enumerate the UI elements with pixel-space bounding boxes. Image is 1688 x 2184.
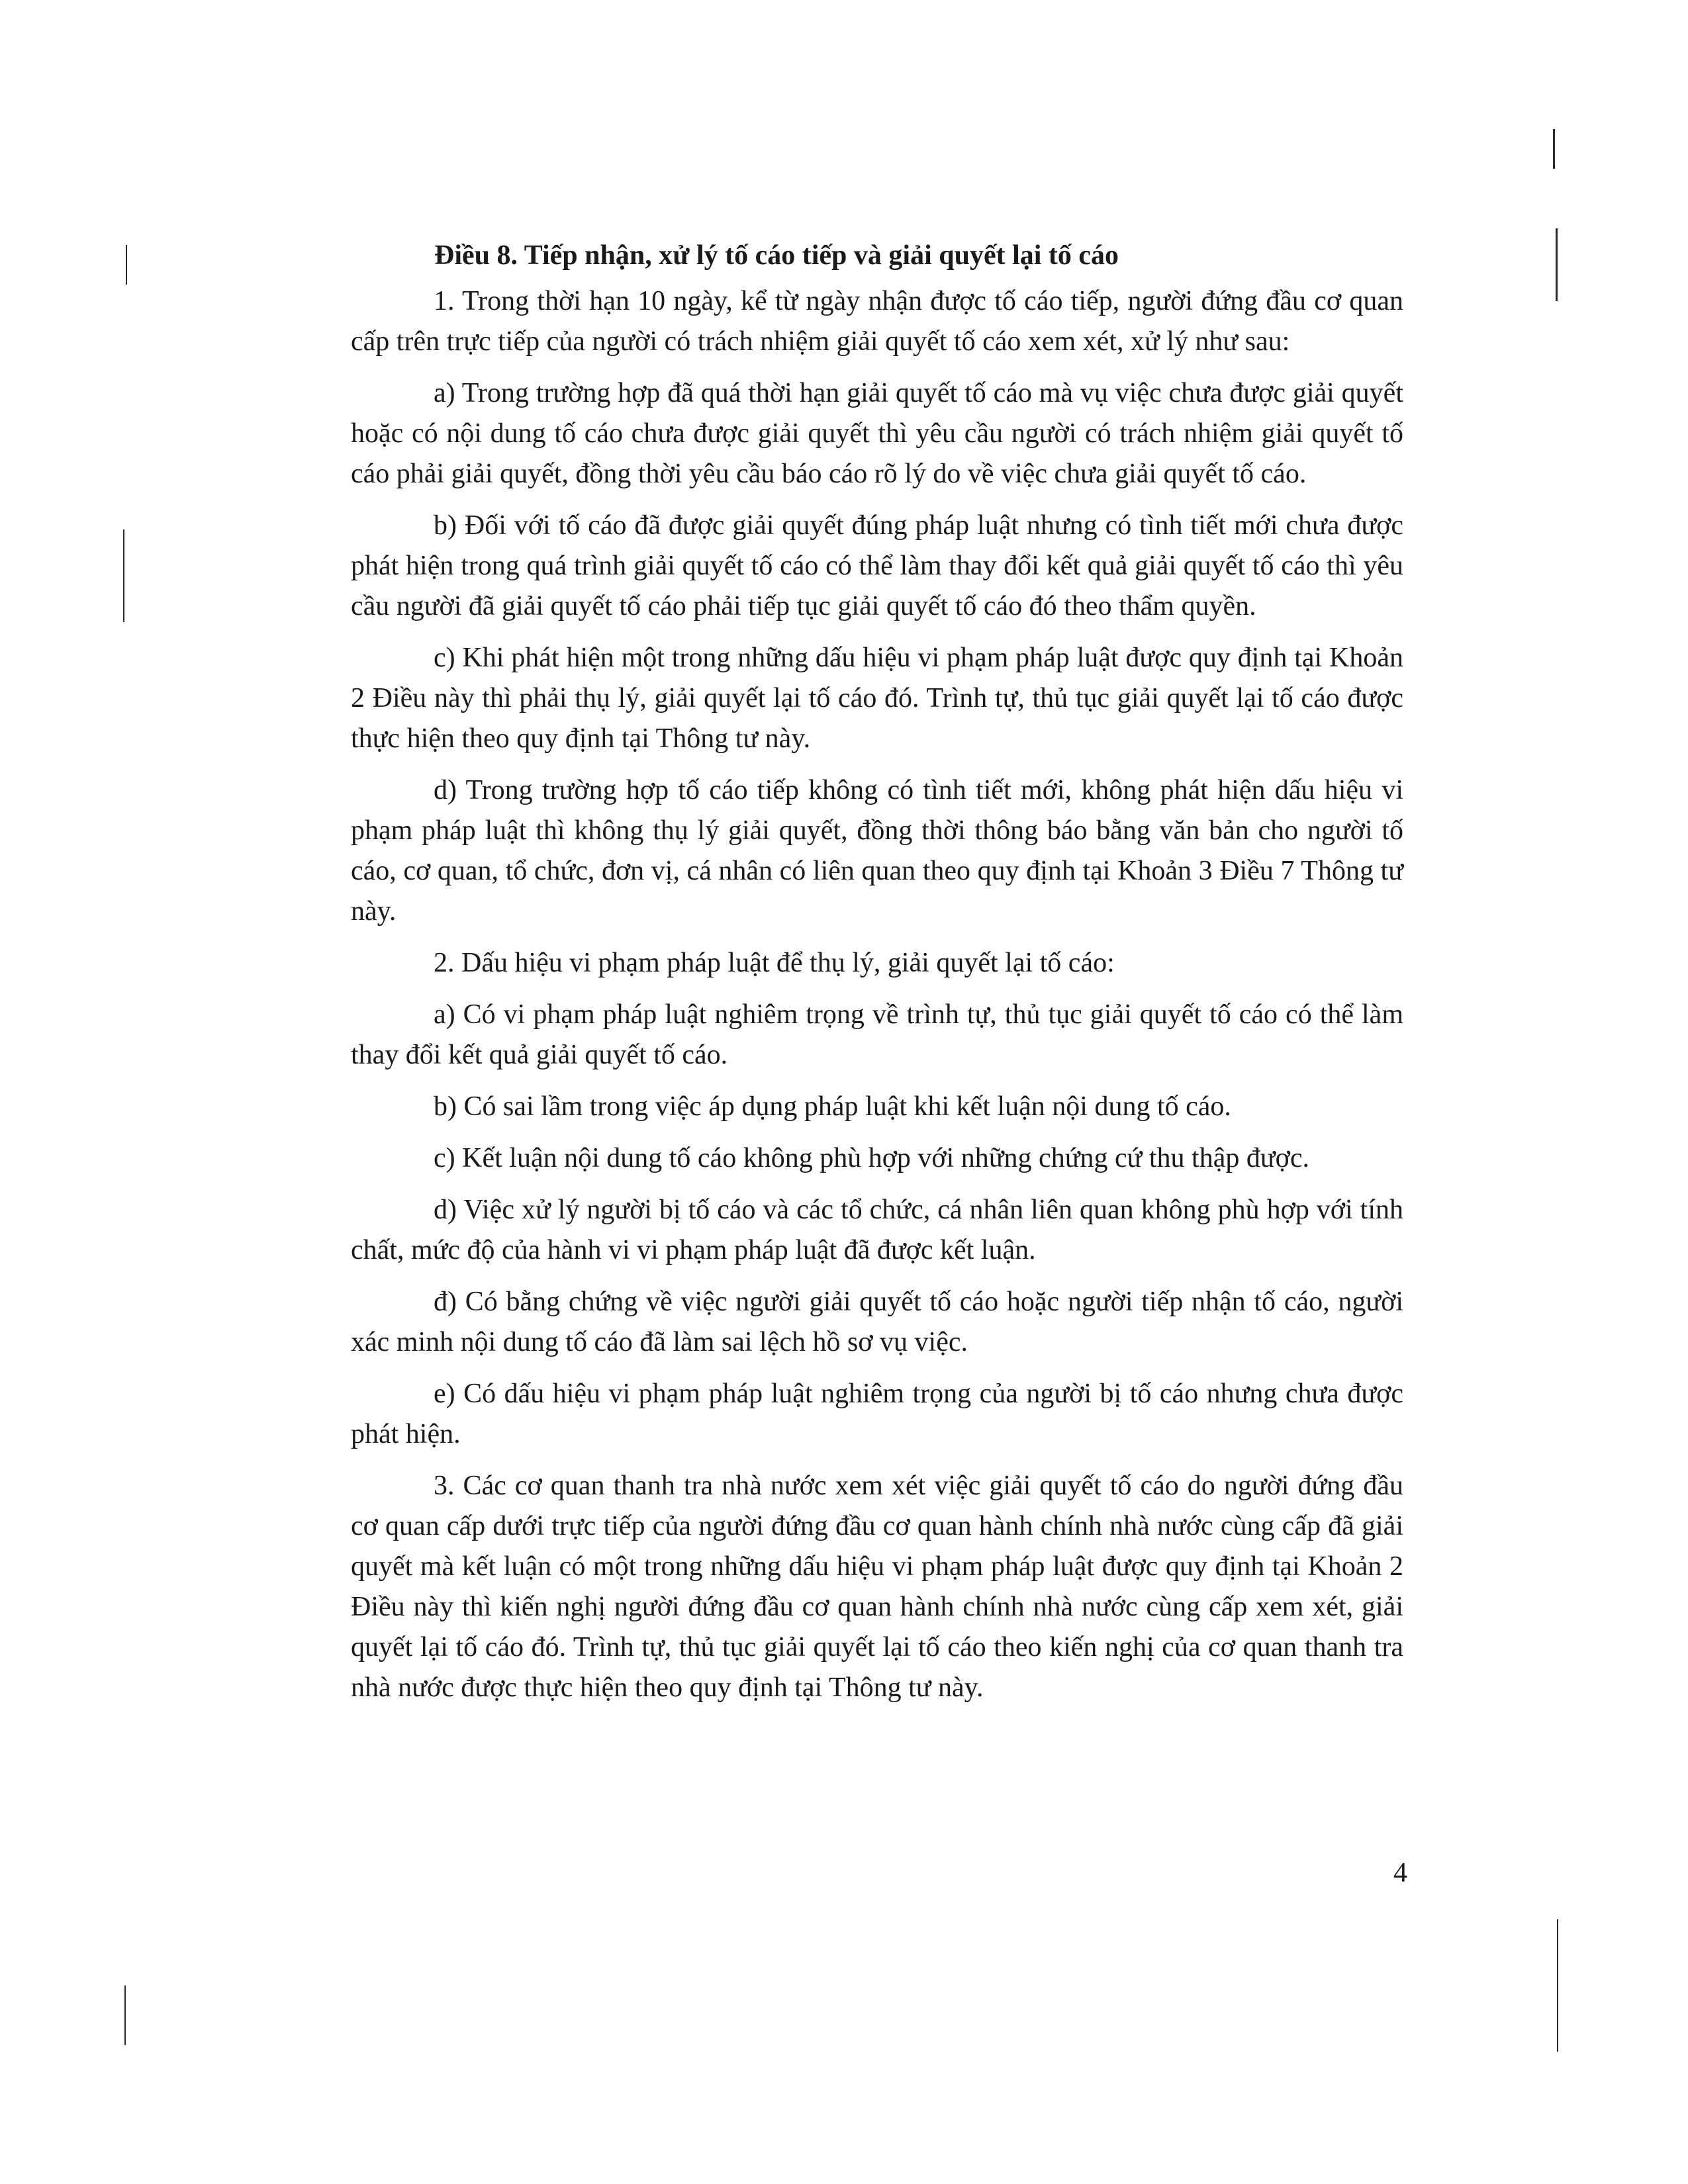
paragraph-2dd: đ) Có bằng chứng về việc người giải quyết tố cáo hoặc người tiếp nhận tố cáo, người xác minh nội dung tố cáo đã làm sai lệch hồ sơ vụ việc. bbox=[351, 1287, 1403, 1357]
paragraph-1: 1. Trong thời hạn 10 ngày, kể từ ngày nhận được tố cáo tiếp, người đứng đầu cơ quan cấp trên trực tiếp của người có trách nhiệm giải quyết tố cáo xem xét, xử lý như sau: bbox=[351, 286, 1403, 357]
scan-edge-mark-right-lower bbox=[1557, 1919, 1558, 2052]
scan-edge-mark-left-upper bbox=[126, 245, 127, 285]
scan-edge-mark-left-lower bbox=[124, 1985, 126, 2045]
paragraph-1b: b) Đối với tố cáo đã được giải quyết đúng pháp luật nhưng có tình tiết mới chưa được phát hiện trong quá trình giải quyết tố cáo có thể làm thay đổi kết quả giải quyết tố cáo thì yêu cầu người đã giải quyết tố cáo phải tiếp tục giải quyết tố cáo đó theo thẩm quyền. bbox=[351, 510, 1403, 621]
paragraph-2d: d) Việc xử lý người bị tố cáo và các tổ chức, cá nhân liên quan không phù hợp với tính chất, mức độ của hành vi vi phạm pháp luật đã được kết luận. bbox=[351, 1195, 1403, 1265]
article-heading: Điều 8. Tiếp nhận, xử lý tố cáo tiếp và giải quyết lại tố cáo bbox=[434, 240, 1119, 271]
paragraph-3: 3. Các cơ quan thanh tra nhà nước xem xét việc giải quyết tố cáo do người đứng đầu cơ quan cấp dưới trực tiếp của người đứng đầu cơ quan hành chính nhà nước cùng cấp đã giải quyết mà kết luận có một trong những dấu hiệu vi phạm pháp luật được quy định tại Khoản 2 Điều này thì kiến nghị người đứng đầu cơ quan hành chính nhà nước cùng cấp xem xét, giải quyết lại tố cáo đó. Trình tự, thủ tục giải quyết lại tố cáo theo kiến nghị của cơ quan thanh tra nhà nước được thực hiện theo quy định tại Thông tư này. bbox=[351, 1471, 1403, 1703]
paragraph-2: 2. Dấu hiệu vi phạm pháp luật để thụ lý, giải quyết lại tố cáo: bbox=[434, 948, 1115, 978]
paragraph-1a: a) Trong trường hợp đã quá thời hạn giải quyết tố cáo mà vụ việc chưa được giải quyết hoặc có nội dung tố cáo chưa được giải quyết thì yêu cầu người có trách nhiệm giải quyết tố cáo phải giải quyết, đồng thời yêu cầu báo cáo rõ lý do về việc chưa giải quyết tố cáo. bbox=[351, 378, 1403, 489]
paragraph-2e: e) Có dấu hiệu vi phạm pháp luật nghiêm trọng của người bị tố cáo nhưng chưa được phát hiện. bbox=[351, 1379, 1403, 1449]
scan-edge-mark-right-top bbox=[1553, 129, 1555, 169]
scan-edge-mark-left-mid bbox=[123, 529, 124, 622]
scan-edge-mark-right-upper bbox=[1556, 228, 1558, 301]
page-number: 4 bbox=[1393, 1858, 1407, 1888]
paragraph-2c: c) Kết luận nội dung tố cáo không phù hợp với những chứng cứ thu thập được. bbox=[434, 1143, 1309, 1173]
paragraph-1d: d) Trong trường hợp tố cáo tiếp không có tình tiết mới, không phát hiện dấu hiệu vi phạm pháp luật thì không thụ lý giải quyết, đồng thời thông báo bằng văn bản cho người tố cáo, cơ quan, tổ chức, đơn vị, cá nhân có liên quan theo quy định tại Khoản 3 Điều 7 Thông tư này. bbox=[351, 775, 1403, 927]
paragraph-2b: b) Có sai lầm trong việc áp dụng pháp luật khi kết luận nội dung tố cáo. bbox=[434, 1091, 1231, 1122]
paragraph-1c: c) Khi phát hiện một trong những dấu hiệu vi phạm pháp luật được quy định tại Khoản 2 Điều này thì phải thụ lý, giải quyết lại tố cáo đó. Trình tự, thủ tục giải quyết lại tố cáo được thực hiện theo quy định tại Thông tư này. bbox=[351, 643, 1403, 754]
document-body bbox=[351, 235, 1403, 1719]
paragraph-2a: a) Có vi phạm pháp luật nghiêm trọng về trình tự, thủ tục giải quyết tố cáo có thể làm thay đổi kết quả giải quyết tố cáo. bbox=[351, 999, 1403, 1070]
